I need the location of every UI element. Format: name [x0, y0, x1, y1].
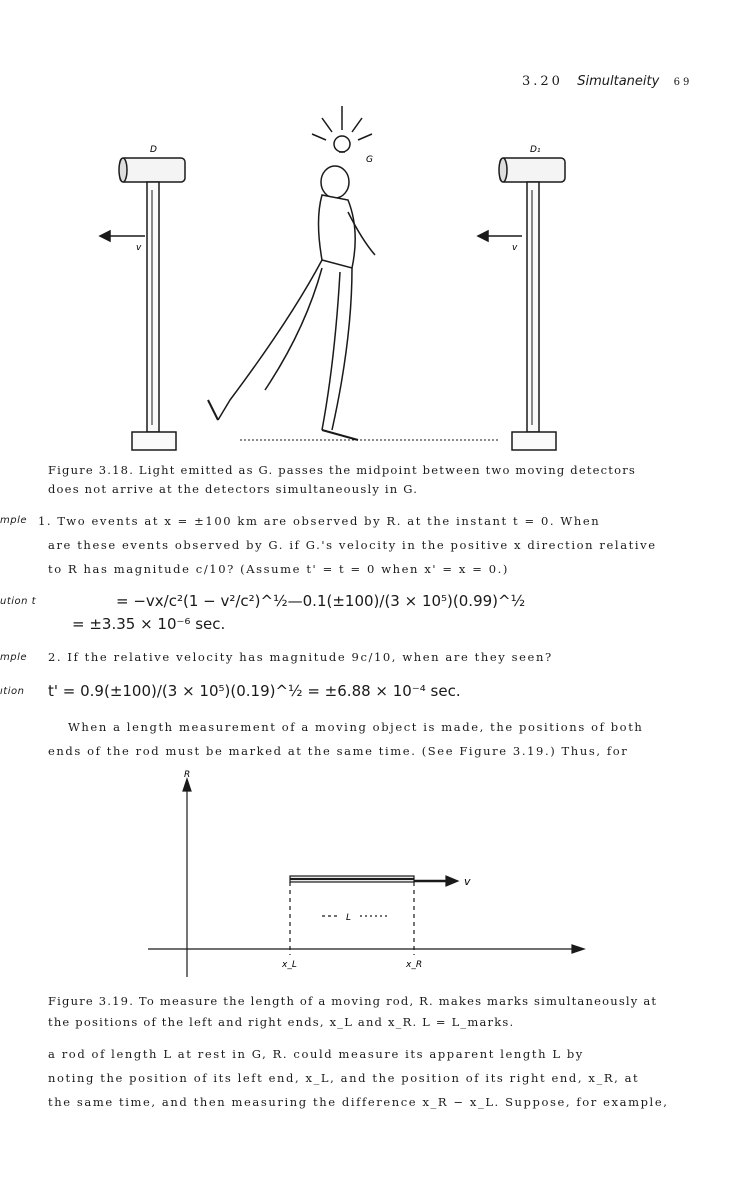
paragraph2-line1: a rod of length L at rest in G, R. could measure its apparent length L by [48, 1047, 584, 1061]
example2-side-label: mple [0, 652, 28, 663]
right-velocity-arrow [478, 231, 522, 241]
label-axis: R [184, 770, 191, 780]
running-header [522, 74, 692, 89]
figure-3-19-caption-line1: Figure 3.19. To measure the length of a moving rod, R. makes marks simultaneously at [48, 994, 658, 1008]
left-velocity-arrow [100, 231, 145, 241]
walking-person [208, 166, 375, 440]
label-left-mark: x_L [282, 960, 297, 970]
paragraph2-line2: noting the position of its left end, x_L, and the position of its right end, x_R, at [48, 1071, 640, 1085]
paragraph2-line3: the same time, and then measuring the difference x_R − x_L. Suppose, for example, [48, 1095, 669, 1109]
light-bulb-icon [312, 106, 372, 152]
figure-3-18 [90, 100, 610, 460]
example2-line1: 2. If the relative velocity has magnitude 9c/10, when are they seen? [48, 650, 553, 664]
section-number: 3.20 [522, 74, 563, 89]
label-left-detector: D [150, 145, 157, 155]
figure-3-18-caption-line2: does not arrive at the detectors simultaneously in G. [48, 482, 419, 496]
example1-side-label: mple [0, 515, 28, 526]
paragraph1-line1: When a length measurement of a moving object is made, the positions of both [68, 720, 644, 734]
page-number: 69 [673, 77, 693, 88]
solution1-side-label: ution t [0, 596, 37, 607]
figure-3-19 [140, 765, 610, 985]
label-right-mark: x_R [406, 960, 423, 970]
section-title: Simultaneity [577, 74, 660, 89]
solution2-line1: t' = 0.9(±100)/(3 × 10⁵)(0.19)^½ = ±6.88 × 10⁻⁴ sec. [48, 682, 461, 700]
right-detector [499, 158, 565, 450]
example1-line3: to R has magnitude c/10? (Assume t' = t = 0 when x' = x = 0.) [48, 562, 510, 576]
label-left-velocity: v [136, 243, 142, 253]
figure-3-18-caption-line1: Figure 3.18. Light emitted as G. passes the midpoint between two moving detectors [48, 463, 637, 477]
label-length: L [346, 913, 352, 923]
label-right-detector: D₁ [530, 145, 541, 155]
paragraph1-line2: ends of the rod must be marked at the same time. (See Figure 3.19.) Thus, for [48, 744, 629, 758]
label-observer: G [366, 155, 373, 165]
example1-line1: 1. Two events at x = ±100 km are observed by R. at the instant t = 0. When [38, 514, 601, 528]
solution2-side-label: ıtion [0, 686, 25, 697]
label-right-velocity: v [512, 243, 518, 253]
solution1-line1: = −vx/c²(1 − v²/c²)^½—0.1(±100)/(3 × 10⁵)(0.99)^½ [116, 592, 526, 610]
label-velocity: v [464, 875, 471, 888]
solution1-line2: = ±3.35 × 10⁻⁶ sec. [72, 615, 226, 633]
figure-3-19-caption-line2: the positions of the left and right ends, x_L and x_R. L = L_marks. [48, 1015, 515, 1029]
example1-line2: are these events observed by G. if G.'s velocity in the positive x direction relative [48, 538, 657, 552]
left-detector [119, 158, 185, 450]
